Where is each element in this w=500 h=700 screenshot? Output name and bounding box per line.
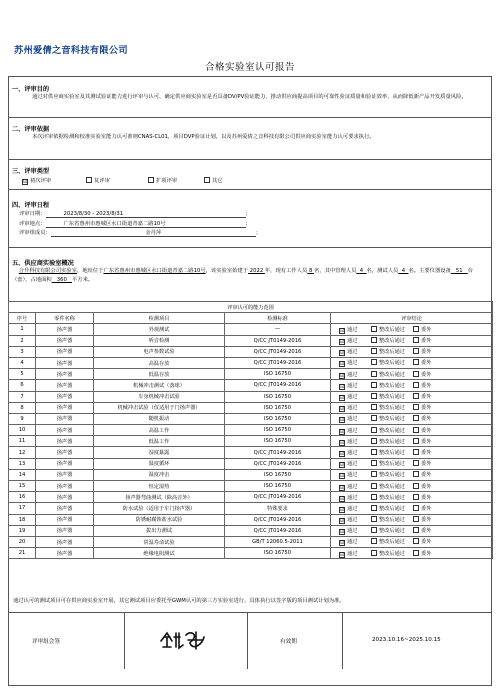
checkbox-icon xyxy=(413,494,419,500)
table-caption: 评审认可的能力范围 xyxy=(9,302,493,313)
verdict-option[interactable]: ☑ 通过 xyxy=(340,338,358,346)
section-basis-body: 本次评审依据检测和校准实验室能力认可准则CNAS-CL01，项目DVP验证计划，以及苏州爱倩之音科技有限公司供应商实验室能力认可要求执行。 xyxy=(32,134,375,140)
verdict-option[interactable]: 委外 xyxy=(413,527,431,534)
verdict-option[interactable]: 整改后通过 xyxy=(371,404,405,411)
checkbox-icon xyxy=(413,449,419,455)
table-cell: Q/CC JT0149-2016 xyxy=(225,447,331,458)
verdict-option[interactable]: 委外 xyxy=(413,337,431,344)
verdict-option[interactable]: 委外 xyxy=(413,460,431,467)
checkbox-checked-icon: ☑ xyxy=(340,383,345,390)
verdict-option[interactable]: ☑ 通过 xyxy=(340,472,358,480)
checkbox-icon xyxy=(204,177,210,183)
col-header: 检测标准 xyxy=(225,313,331,324)
verdict-cell xyxy=(331,369,493,380)
table-cell: 电声参数试验 xyxy=(94,346,225,357)
verdict-option[interactable]: 整改后通过 xyxy=(371,505,405,512)
checkbox-checked-icon: ☑ xyxy=(340,361,345,368)
verdict-option[interactable]: 委外 xyxy=(413,382,431,389)
table-cell: ISO 16750 xyxy=(225,469,331,480)
date-value: 2023/8/30 - 2023/8/31 xyxy=(46,211,246,218)
table-cell: 12 xyxy=(9,447,36,458)
verdict-option[interactable]: ☑ 通过 xyxy=(340,427,358,435)
verdict-option[interactable]: 委外 xyxy=(413,483,431,490)
checkbox-checked-icon: ☑ xyxy=(340,518,345,525)
section-purpose-title: 一、评审目的 xyxy=(12,86,50,93)
table-cell: GB/T 12060.5-2011 xyxy=(225,536,331,547)
section-schedule-title: 四、评审日程 xyxy=(12,202,50,209)
verdict-option[interactable]: 整改后通过 xyxy=(371,538,405,545)
checkbox-checked-icon: ☑ xyxy=(340,551,345,558)
verdict-option[interactable]: ☑ 通过 xyxy=(340,405,358,413)
table-cell: 随机振动 xyxy=(94,413,225,424)
table-cell: 10 xyxy=(9,425,36,436)
table-row xyxy=(9,447,493,458)
verdict-cell xyxy=(331,492,493,503)
verdict-cell xyxy=(331,402,493,413)
table-cell: 机械冲击试验（仅适用于门扬声器） xyxy=(94,402,225,413)
table-cell: 19 xyxy=(9,525,36,536)
col-header: 序号 xyxy=(9,313,36,324)
checkbox-icon xyxy=(413,371,419,377)
table-cell: 高温存放 xyxy=(94,357,225,368)
verdict-option[interactable]: 整改后通过 xyxy=(371,516,405,523)
table-cell: 扬声器 xyxy=(36,357,94,368)
checkbox-checked-icon: ☑ xyxy=(340,529,345,536)
table-cell: 绝缘电阻测试 xyxy=(94,548,225,559)
verdict-option[interactable]: 委外 xyxy=(413,326,431,333)
checkbox-icon xyxy=(413,427,419,433)
table-cell: Q/CC JT0149-2016 xyxy=(225,357,331,368)
verdict-option[interactable]: 委外 xyxy=(413,415,431,422)
checkbox-icon xyxy=(413,538,419,544)
table-cell: 温度冲击 xyxy=(94,469,225,480)
verdict-option[interactable]: 整改后通过 xyxy=(371,471,405,478)
verdict-option[interactable]: 委外 xyxy=(413,371,431,378)
table-cell: 扬声器 xyxy=(36,369,94,380)
section-purpose-body: 通过对供应商实验室及其测试验证能力进行评审与认可，确定供应商实验室是否具备DV/PV验证能力，推动供应商提高项目的可靠性验证质量和验证效率，从而降低新产品开发质量风险。 xyxy=(32,94,467,100)
checkbox-checked-icon: ☑ xyxy=(340,339,345,346)
table-row xyxy=(9,391,493,402)
table-cell: 扬声器 xyxy=(36,346,94,357)
table-cell: 1 xyxy=(9,324,36,335)
checkbox-icon xyxy=(86,177,92,183)
checkbox-icon xyxy=(413,460,419,466)
checkbox-icon xyxy=(413,516,419,522)
verdict-option[interactable]: 委外 xyxy=(413,494,431,501)
verdict-option[interactable]: 整改后通过 xyxy=(371,460,405,467)
checkbox-icon xyxy=(371,337,377,343)
table-cell: 9 xyxy=(9,413,36,424)
table-cell: 拔出力测试 xyxy=(94,525,225,536)
date-label: 评审日期： xyxy=(19,211,46,217)
checkbox-icon xyxy=(413,550,419,556)
col-header: 零件名称 xyxy=(36,313,94,324)
table-row xyxy=(9,536,493,547)
table-cell: 车身机械冲击试验 xyxy=(94,391,225,402)
table-cell: ISO 16750 xyxy=(225,425,331,436)
table-cell: 扬声器 xyxy=(36,391,94,402)
table-cell: 16 xyxy=(9,492,36,503)
verdict-option[interactable]: 整改后通过 xyxy=(371,326,405,333)
table-cell: 扬声器 xyxy=(36,548,94,559)
table-row xyxy=(9,436,493,447)
verdict-cell xyxy=(331,335,493,346)
table-cell: 扬声器 xyxy=(36,425,94,436)
checkbox-checked-icon: ☑ xyxy=(340,406,345,413)
verdict-option[interactable]: ☑ 通过 xyxy=(340,371,358,379)
verdict-option[interactable]: 整改后通过 xyxy=(371,371,405,378)
verdict-cell xyxy=(331,346,493,357)
table-cell: Q/CC JT0149-2016 xyxy=(225,492,331,503)
section-purpose xyxy=(8,76,492,118)
table-cell: 扬声器 xyxy=(36,436,94,447)
table-cell: ISO 16750 xyxy=(225,436,331,447)
checkbox-icon xyxy=(371,427,377,433)
checkbox-icon xyxy=(413,393,419,399)
table-cell: 扬声器 xyxy=(36,380,94,391)
checkbox-icon xyxy=(371,326,377,332)
table-cell: 4 xyxy=(9,357,36,368)
table-cell: 20 xyxy=(9,536,36,547)
checkbox-icon xyxy=(371,393,377,399)
checkbox-icon xyxy=(413,527,419,533)
checkbox-icon xyxy=(413,471,419,477)
footer-note: 通过认可的测试项目可在供应商实验室开展，其它测试项目应委托至GWM认可的第三方实验室进行，具体执行以签字版的项目测试计划为准。 xyxy=(13,598,345,604)
table-cell: 14 xyxy=(9,469,36,480)
verdict-option[interactable]: 整改后通过 xyxy=(371,359,405,366)
verdict-option[interactable]: 整改后通过 xyxy=(371,348,405,355)
verdict-cell xyxy=(331,458,493,469)
verdict-cell xyxy=(331,447,493,458)
table-cell: 7 xyxy=(9,391,36,402)
table-cell: ISO 16750 xyxy=(225,391,331,402)
checkbox-icon xyxy=(371,550,377,556)
place-value: 广东省惠州市惠城区水口街道青嘉二路10号 xyxy=(46,219,246,228)
table-cell: 湿度暴露 xyxy=(94,447,225,458)
table-cell: ISO 16750 xyxy=(225,402,331,413)
table-cell: Q/CC JT0149-2016 xyxy=(225,514,331,525)
verdict-option[interactable]: ☑ 通过 xyxy=(340,517,358,525)
checkbox-icon xyxy=(371,516,377,522)
table-row xyxy=(9,324,493,335)
checkbox-checked-icon: ☑ xyxy=(340,327,345,334)
section-schedule: 四、评审日程 评审日期： 2023/8/30 - 2023/8/31 ； 评审地点： 广东省惠州市惠城区水口街道青嘉二路10号 ； 评审组成员： 金丹萍 ； xyxy=(8,190,492,248)
table-cell: 恒定湿热 xyxy=(94,481,225,492)
verdict-cell xyxy=(331,503,493,514)
verdict-cell xyxy=(331,481,493,492)
checkbox-icon xyxy=(371,438,377,444)
table-cell: Q/CC JT0149-2016 xyxy=(225,335,331,346)
table-cell: 扬声器 xyxy=(36,447,94,458)
table-row xyxy=(9,402,493,413)
table-cell: 扬声器 xyxy=(36,514,94,525)
checkbox-icon xyxy=(371,382,377,388)
verdict-option[interactable]: ☑ 通过 xyxy=(340,505,358,513)
table-cell: 15 xyxy=(9,481,36,492)
verdict-option[interactable]: 委外 xyxy=(413,348,431,355)
table-row xyxy=(9,413,493,424)
checkbox-checked-icon: ☑ xyxy=(340,350,345,357)
checkbox-icon xyxy=(371,404,377,410)
checkbox-icon xyxy=(371,359,377,365)
table-cell: 温度循环 xyxy=(94,458,225,469)
table-cell: 18 xyxy=(9,514,36,525)
table-cell: 扬声器 xyxy=(36,481,94,492)
verdict-option[interactable]: 整改后通过 xyxy=(371,382,405,389)
table-cell: 扬声器弯曲测试（除高音外） xyxy=(94,492,225,503)
checkbox-checked-icon: ☑ xyxy=(340,506,345,513)
verdict-cell xyxy=(331,425,493,436)
verdict-option[interactable]: ☑ 通过 xyxy=(340,550,358,558)
verdict-cell xyxy=(331,436,493,447)
verdict-option[interactable]: 整改后通过 xyxy=(371,427,405,434)
checkbox-icon xyxy=(413,483,419,489)
section-lab-title: 五、供应商实验室概况 xyxy=(12,260,74,267)
checkbox-checked-icon: ☑ xyxy=(340,428,345,435)
table-cell: Q/CC JT0149-2016 xyxy=(225,380,331,391)
verdict-option[interactable]: ☑ 通过 xyxy=(340,382,358,390)
table-row xyxy=(9,335,493,346)
members-value: 金丹萍 xyxy=(51,228,256,237)
table-cell: 5 xyxy=(9,369,36,380)
checkbox-icon xyxy=(371,460,377,466)
verdict-option[interactable]: 委外 xyxy=(413,359,431,366)
verdict-option[interactable]: ☑ 通过 xyxy=(340,449,358,457)
col-header: 检测项目 xyxy=(94,313,225,324)
verdict-option[interactable]: 委外 xyxy=(413,438,431,445)
checkbox-icon xyxy=(371,505,377,511)
table-cell: 低温工作 xyxy=(94,436,225,447)
verdict-option[interactable]: 委外 xyxy=(413,449,431,456)
verdict-cell xyxy=(331,536,493,547)
table-cell: 防锈耐腐蚀盐水试验 xyxy=(94,514,225,525)
table-cell: 17 xyxy=(9,503,36,514)
checkbox-icon xyxy=(371,538,377,544)
type-other[interactable]: 其它 xyxy=(204,176,223,184)
section-type-title: 三、评审类型 xyxy=(12,168,50,175)
table-cell: Q/CC JT0149-2016 xyxy=(225,346,331,357)
table-cell: 外观测试 xyxy=(94,324,225,335)
checkbox-icon xyxy=(413,404,419,410)
verdict-cell xyxy=(331,469,493,480)
table-cell: 11 xyxy=(9,436,36,447)
verdict-option[interactable]: ☑ 通过 xyxy=(340,483,358,491)
verdict-cell xyxy=(331,391,493,402)
verdict-option[interactable]: 整改后通过 xyxy=(371,527,405,534)
table-cell: Q/CC JT0149-2016 xyxy=(225,458,331,469)
checkbox-icon xyxy=(413,348,419,354)
verdict-option[interactable]: ☑ 通过 xyxy=(340,416,358,424)
verdict-option[interactable]: 整改后通过 xyxy=(371,494,405,501)
checkbox-icon xyxy=(148,177,154,183)
table-row xyxy=(9,346,493,357)
verdict-option[interactable]: ☑ 通过 xyxy=(340,539,358,547)
table-cell: ISO 16750 xyxy=(225,481,331,492)
checkbox-icon xyxy=(371,415,377,421)
place-label: 评审地点： xyxy=(19,221,46,227)
table-cell: 高温工作 xyxy=(94,425,225,436)
col-header: 评审结论 xyxy=(331,313,493,324)
checkbox-checked-icon: ☑ xyxy=(340,439,345,446)
checkbox-icon xyxy=(371,494,377,500)
checkbox-checked-icon: ☑ xyxy=(340,484,345,491)
verdict-cell xyxy=(331,514,493,525)
table-cell: ISO 16750 xyxy=(225,369,331,380)
table-cell: — xyxy=(225,324,331,335)
table-header-row xyxy=(9,313,493,324)
section-lab-overview xyxy=(8,248,492,296)
checkbox-icon xyxy=(371,348,377,354)
checkbox-checked-icon: ☑ xyxy=(340,473,345,480)
table-cell: ISO 16750 xyxy=(225,413,331,424)
table-cell: ISO 16750 xyxy=(225,548,331,559)
checkbox-icon xyxy=(371,449,377,455)
table-row xyxy=(9,514,493,525)
verdict-option[interactable]: 委外 xyxy=(413,505,431,512)
table-row xyxy=(9,492,493,503)
table-row xyxy=(9,503,493,514)
checkbox-checked-icon: ☑ xyxy=(340,372,345,379)
verdict-option[interactable]: ☑ 通过 xyxy=(340,494,358,502)
verdict-cell xyxy=(331,380,493,391)
verdict-option[interactable]: ☑ 通过 xyxy=(340,394,358,401)
signature-row xyxy=(8,612,492,669)
checkbox-checked-icon: ☑ xyxy=(340,395,345,401)
lab-overview-text: 合升科技有限公司实验室，地址位于广东省惠州市惠城区水口街道青嘉二路10号，该实验室始建于 2022 年，现有工作人员 8 名，其中管理人员 4 名，测试人员 4 名。主要仪器设备 51 台（套），占地面积 360 平方米。 xyxy=(12,268,474,283)
table-cell: 扬声器 xyxy=(36,503,94,514)
valid-value: 2023.10.16~2025.10.15 xyxy=(372,637,441,643)
verdict-option[interactable]: 委外 xyxy=(413,404,431,411)
verdict-option[interactable]: ☑ 通过 xyxy=(340,326,358,334)
checkbox-checked-icon: ☑ xyxy=(23,179,28,185)
section-type xyxy=(8,160,492,190)
table-cell: 扬声器 xyxy=(36,413,94,424)
verdict-cell xyxy=(331,357,493,368)
verdict-option[interactable]: 委外 xyxy=(413,471,431,478)
verdict-cell xyxy=(331,548,493,559)
verdict-option[interactable]: 整改后通过 xyxy=(371,415,405,422)
verdict-option[interactable]: 委外 xyxy=(413,550,431,557)
checkbox-icon xyxy=(371,371,377,377)
table-row xyxy=(9,425,493,436)
table-cell: 扬声器 xyxy=(36,335,94,346)
table-cell: Q/CC JT0149-2016 xyxy=(225,525,331,536)
type-review[interactable]: 复评审 xyxy=(86,176,110,184)
table-row xyxy=(9,369,493,380)
valid-label: 有效期 xyxy=(280,639,297,645)
company-logo: 苏州爱倩之音科技有限公司 xyxy=(14,45,128,56)
checkbox-icon xyxy=(371,527,377,533)
table-cell: 机械冲击测试（落球） xyxy=(94,380,225,391)
verdict-option[interactable]: ☑ 通过 xyxy=(340,461,358,469)
table-row xyxy=(9,525,493,536)
type-expand[interactable]: 扩项评审 xyxy=(148,176,177,184)
checkbox-icon xyxy=(371,471,377,477)
table-cell: 2 xyxy=(9,335,36,346)
table-cell: 低温存放 xyxy=(94,369,225,380)
table-row xyxy=(9,548,493,559)
verdict-option[interactable]: 委外 xyxy=(413,393,431,400)
checkbox-icon xyxy=(413,438,419,444)
verdict-option[interactable]: 整改后通过 xyxy=(371,438,405,445)
verdict-option[interactable]: 委外 xyxy=(413,538,431,545)
checkbox-checked-icon: ☑ xyxy=(340,495,345,502)
verdict-cell xyxy=(331,525,493,536)
table-cell: 扬声器 xyxy=(36,536,94,547)
verdict-cell xyxy=(331,324,493,335)
table-row xyxy=(9,380,493,391)
table-cell: 21 xyxy=(9,548,36,559)
verdict-option[interactable]: 整改后通过 xyxy=(371,337,405,344)
table-cell: 6 xyxy=(9,380,36,391)
verdict-option[interactable]: 整改后通过 xyxy=(371,449,405,456)
section-basis xyxy=(8,118,492,160)
table-cell: 13 xyxy=(9,458,36,469)
verdict-option[interactable]: ☑ 通过 xyxy=(340,438,358,446)
verdict-option[interactable]: 整改后通过 xyxy=(371,393,405,400)
checkbox-checked-icon: ☑ xyxy=(340,417,345,424)
checkbox-checked-icon: ☑ xyxy=(340,462,345,469)
type-initial[interactable]: ☑ 初次评审 xyxy=(23,178,52,185)
verdict-option[interactable]: ☑ 通过 xyxy=(340,349,358,357)
table-cell: 扬声器 xyxy=(36,324,94,335)
table-cell: 3 xyxy=(9,346,36,357)
checkbox-icon xyxy=(413,415,419,421)
checkbox-checked-icon: ☑ xyxy=(340,540,345,547)
table-cell: 扬声器 xyxy=(36,402,94,413)
checkbox-icon xyxy=(413,326,419,332)
verdict-option[interactable]: 委外 xyxy=(413,427,431,434)
members-label: 评审组成员： xyxy=(19,230,51,236)
table-row xyxy=(9,481,493,492)
sign-label: 评审组会签 xyxy=(32,639,60,645)
checkbox-checked-icon: ☑ xyxy=(340,450,345,457)
table-cell: 常温寿命试验 xyxy=(94,536,225,547)
verdict-option[interactable]: 整改后通过 xyxy=(371,550,405,557)
section-basis-title: 二、评审依据 xyxy=(12,126,50,133)
table-cell: 特殊要求 xyxy=(225,503,331,514)
table-cell: 扬声器 xyxy=(36,469,94,480)
signature-image xyxy=(158,627,208,653)
checkbox-icon xyxy=(413,337,419,343)
table-row xyxy=(9,458,493,469)
page-title: 合格实验室认可报告 xyxy=(204,62,295,73)
verdict-cell xyxy=(331,413,493,424)
verdict-option[interactable]: 委外 xyxy=(413,516,431,523)
checkbox-icon xyxy=(413,359,419,365)
capability-table xyxy=(8,301,493,559)
table-row xyxy=(9,469,493,480)
checkbox-icon xyxy=(413,505,419,511)
verdict-option[interactable]: ☑ 通过 xyxy=(340,360,358,368)
table-cell: 8 xyxy=(9,402,36,413)
table-cell: 听音检测 xyxy=(94,335,225,346)
table-cell: 防水试验（适用于车门扬声器） xyxy=(94,503,225,514)
table-cell: 扬声器 xyxy=(36,525,94,536)
verdict-option[interactable]: ☑ 通过 xyxy=(340,528,358,536)
checkbox-icon xyxy=(413,382,419,388)
table-cell: 扬声器 xyxy=(36,492,94,503)
table-cell: 扬声器 xyxy=(36,458,94,469)
checkbox-icon xyxy=(371,483,377,489)
table-row xyxy=(9,357,493,368)
verdict-option[interactable]: 整改后通过 xyxy=(371,483,405,490)
